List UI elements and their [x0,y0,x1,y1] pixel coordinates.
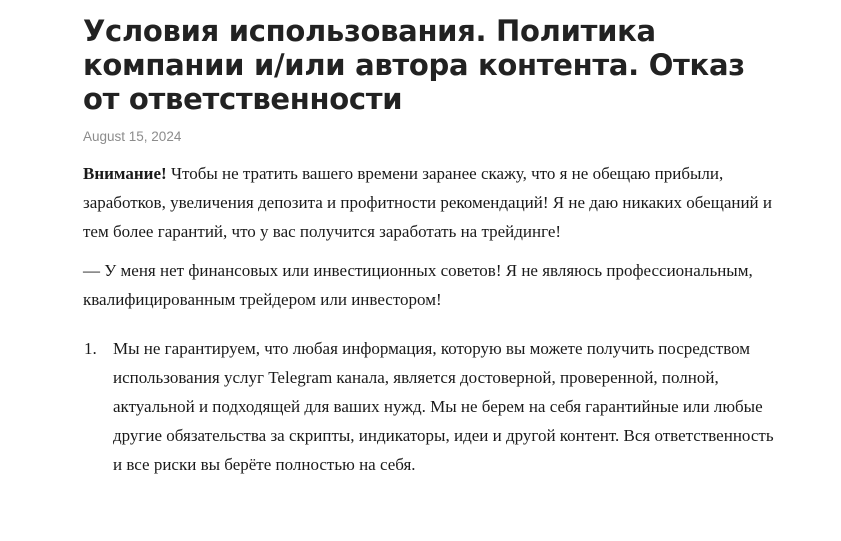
publish-date: August 15, 2024 [83,129,182,144]
list-item-number: 1. [84,339,97,358]
article-title: Условия использования. Политика компании и/или автора контента. Отказ от ответственности [83,14,745,116]
terms-list [83,334,783,479]
list-item-text: Мы не гарантируем, что любая информация, которую вы можете получить посредством использования услуг Telegram канала, является достоверной, проверенной, полной, актуальной и подходящей для ваших нужд. Мы не берем на себя гарантийные или любые другие обязательства за скрипты, индикаторы, идеи и другой контент. Вся ответственность и все риски вы берёте полностью на себя. [113,339,774,474]
warning-text: Чтобы не тратить вашего времени заранее скажу, что я не обещаю прибыли, заработков, увеличения депозита и профитности рекомендаций! Я не даю никаких обещаний и тем более гарантий, что у вас получится заработать на трейдинге! [83,164,773,241]
list-item [83,334,783,479]
disclaimer-paragraph: — У меня нет финансовых или инвестиционных советов! Я не являюсь профессиональным, квалифицированным трейдером или инвестором! [83,261,753,309]
warning-paragraph [83,159,783,246]
warning-label: Внимание! [83,164,167,183]
article [83,14,783,479]
